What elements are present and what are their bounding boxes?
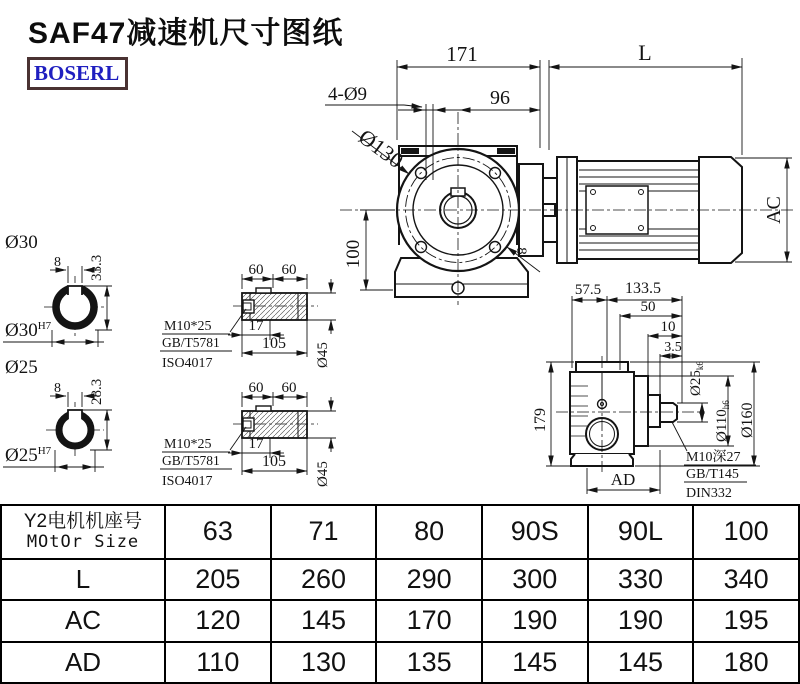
- table-header-row: [1, 505, 799, 559]
- shaft1-dim-60a: 60: [248, 262, 264, 278]
- table-row-AC: [1, 600, 799, 641]
- dim-179: 179: [532, 408, 549, 432]
- cell: 195: [693, 600, 799, 641]
- dim-133-5: 133.5: [625, 280, 661, 297]
- shaft2-dim-60a: 60: [248, 380, 264, 396]
- col-header: 90S: [482, 505, 588, 559]
- bore25-label: Ø25: [5, 357, 38, 378]
- shaft2-dim-60b: 60: [281, 380, 297, 396]
- front-view: [340, 104, 795, 305]
- side-std-note: GB/T145: [686, 467, 739, 482]
- input-shaft: [660, 403, 677, 422]
- bore30-detail: [3, 232, 112, 347]
- cell: 340: [693, 559, 799, 600]
- motor-size-label-cn: Y2电机机座号: [23, 511, 143, 533]
- col-header: 80: [376, 505, 482, 559]
- shaft2-iso-note: ISO4017: [162, 474, 213, 489]
- side-thread-note: M10深27: [686, 450, 741, 465]
- shaft2-dim-105: 105: [262, 453, 286, 470]
- dim-57-5: 57.5: [574, 282, 602, 298]
- dim-100: 100: [343, 239, 364, 269]
- col-header: 63: [165, 505, 271, 559]
- cell: 170: [376, 600, 482, 641]
- shaft2-dia: Ø45: [315, 461, 331, 487]
- cell: 300: [482, 559, 588, 600]
- page-title: SAF47减速机尺寸图纸: [28, 17, 344, 50]
- dim-AC: AC: [763, 196, 785, 224]
- shaft1-thread-note: M10*25: [164, 319, 212, 334]
- cell: 260: [271, 559, 377, 600]
- spigot-dia-label: $Ø110_{h6}$: [714, 400, 731, 442]
- shaft1-dim-105: 105: [262, 335, 286, 352]
- bore30-key-width: 8: [54, 255, 61, 270]
- bore30-label: Ø30: [5, 232, 38, 253]
- gearbox-flange-circle: [397, 149, 519, 271]
- cell: 110: [165, 642, 271, 683]
- cell: 330: [588, 559, 694, 600]
- shaft2-std-note: GB/T5781: [162, 453, 220, 468]
- shaft1-dim-17: 17: [248, 318, 264, 334]
- side-view: [556, 356, 702, 472]
- cell: 130: [271, 642, 377, 683]
- col-header: 100: [693, 505, 799, 559]
- table-row-AD: [1, 642, 799, 683]
- dim-L: L: [638, 40, 652, 65]
- side-din-note: DIN332: [686, 486, 732, 501]
- shaft1-iso-note: ISO4017: [162, 356, 213, 371]
- shaft2-dim-17: 17: [248, 436, 264, 452]
- cell: 135: [376, 642, 482, 683]
- shaft-dia-label: $Ø25_{k6}$: [688, 361, 705, 396]
- shaft-detail-lower: [160, 380, 336, 489]
- cell: 190: [482, 600, 588, 641]
- shaft1-dim-60b: 60: [281, 262, 297, 278]
- keyway-width-label: 8: [513, 247, 529, 255]
- shaft1-dia: Ø45: [315, 342, 331, 368]
- bore25-fit-label: $Ø25^{H7}$: [5, 445, 52, 466]
- cell: 290: [376, 559, 482, 600]
- brand-logo: BOSERL: [27, 57, 128, 90]
- size-table: [0, 504, 800, 684]
- bore25-key-width: 8: [54, 381, 61, 396]
- table-corner-header: [1, 505, 165, 559]
- row-label: AC: [1, 600, 165, 641]
- input-flange: [634, 376, 648, 446]
- bore30-key-depth: 33.3: [89, 254, 105, 281]
- col-header: 90L: [588, 505, 694, 559]
- shaft1-std-note: GB/T5781: [162, 335, 220, 350]
- holes-label: 4-Ø9: [328, 84, 368, 105]
- cell: 145: [271, 600, 377, 641]
- dim-10: 10: [660, 319, 676, 335]
- motor-size-label-en: MOtOr Size: [26, 532, 140, 553]
- dim-96: 96: [490, 87, 510, 109]
- cell: 145: [482, 642, 588, 683]
- cell: 190: [588, 600, 694, 641]
- cell: 180: [693, 642, 799, 683]
- bore25-key-depth: 28.3: [89, 378, 105, 405]
- dim-3-5: 3.5: [664, 340, 682, 355]
- cell: 205: [165, 559, 271, 600]
- shaft2-thread-note: M10*25: [164, 437, 212, 452]
- row-label: AD: [1, 642, 165, 683]
- col-header: 71: [271, 505, 377, 559]
- bore30-fit-label: $Ø30^{H7}$: [5, 320, 52, 341]
- dim-171: 171: [446, 42, 478, 66]
- dim-50: 50: [640, 299, 656, 315]
- shaft-detail-upper: [160, 262, 336, 371]
- flange-dia-label: Ø130: [354, 123, 409, 174]
- cell: 120: [165, 600, 271, 641]
- table-row-L: [1, 559, 799, 600]
- cell: 145: [588, 642, 694, 683]
- bore25-detail: [3, 357, 112, 472]
- row-label: L: [1, 559, 165, 600]
- side-flange-dia-label: Ø160: [739, 402, 756, 438]
- dim-AD: AD: [610, 470, 636, 489]
